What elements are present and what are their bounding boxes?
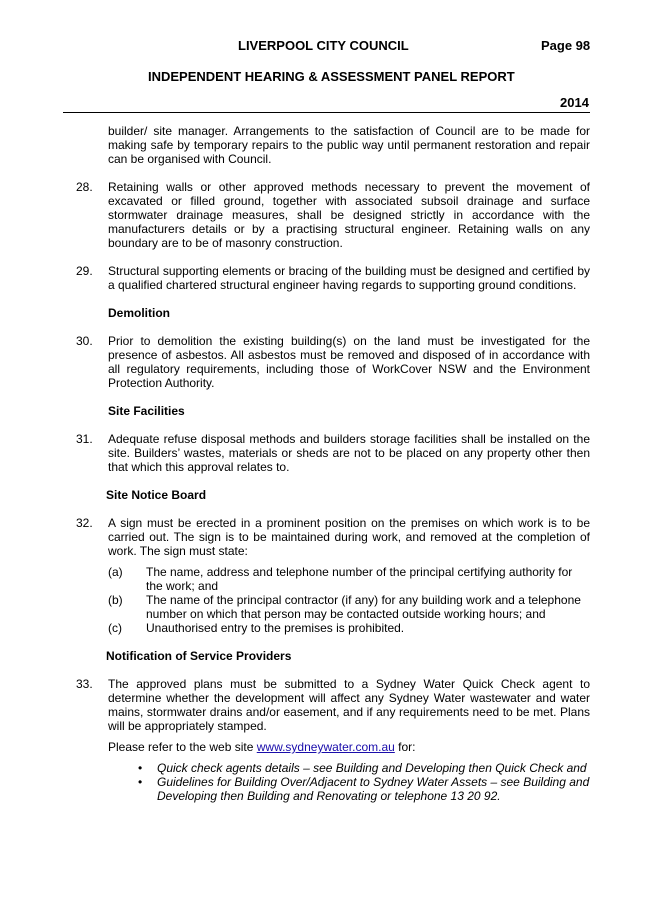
refer-paragraph [108,740,590,754]
report-year: 2014 [560,95,589,110]
condition-number: 32. [76,516,93,530]
continuation-paragraph: builder/ site manager. Arrangements to the satisfaction of Council are to be made for making safe by temporary repairs to the public way until permanent restoration and repair can be organised with Council. [108,124,590,166]
council-name: LIVERPOOL CITY COUNCIL [238,38,409,53]
sydney-water-link[interactable]: www.sydneywater.com.au [256,740,395,754]
sign-list-item [108,621,590,635]
condition-32 [0,516,652,558]
condition-33 [0,677,652,733]
refer-suffix: for: [394,740,416,754]
page-content [0,124,652,803]
condition-text: The approved plans must be submitted to a Sydney Water Quick Check agent to determine whether the development will affect any Sydney Water wastewater and water mains, stormwater drains and/or easement, and if any requirements need to be met. Plans will be appropriately stamped. [108,677,590,733]
condition-text: A sign must be erected in a prominent position on the premises on which work is to be carried out. The sign is to be maintained during work, and removed at the completion of work. The sign must state: [108,516,590,558]
bullet-text: Guidelines for Building Over/Adjacent to Sydney Water Assets – see Building and Developing then Building and Renovating or telephone 13 20 92. [157,775,590,803]
condition-28 [0,180,652,250]
list-letter: (c) [108,621,122,635]
header-divider [63,112,590,113]
list-letter: (a) [108,565,123,579]
section-heading-demolition: Demolition [108,306,170,320]
refer-prefix: Please refer to the web site [108,740,257,754]
bullet-text: Quick check agents details – see Building and Developing then Quick Check and [157,761,587,775]
condition-number: 31. [76,432,93,446]
condition-text: Adequate refuse disposal methods and builders storage facilities shall be installed on the site. Builders’ wastes, materials or sheds are not to be placed on any property other then that which this approval relates to. [108,432,590,474]
list-text: Unauthorised entry to the premises is prohibited. [146,621,405,635]
sign-list-item [108,593,590,621]
list-letter: (b) [108,593,123,607]
condition-number: 28. [76,180,93,194]
page-number: Page 98 [541,38,591,53]
condition-29 [0,264,652,292]
list-text: The name, address and telephone number of the principal certifying authority for the work; and [146,565,573,593]
section-heading-site-notice-board: Site Notice Board [106,488,207,502]
list-text: The name of the principal contractor (if any) for any building work and a telephone number on which that person may be contacted outside working hours; and [146,593,581,621]
bullet-icon: • [138,775,143,789]
bullet-item [108,761,590,775]
condition-text: Retaining walls or other approved methods necessary to prevent the movement of excavated or filled ground, together with associated subsoil drainage and surface stormwater drainage measures, shall be designed strictly in accordance with the manufacturers details or by a practising structural engineer. Retaining walls on any boundary are to be of masonry construction. [108,180,590,250]
bullet-item [108,775,590,803]
condition-number: 29. [76,264,93,278]
bullet-icon: • [138,761,143,775]
sign-list-item [108,565,590,593]
condition-number: 30. [76,334,93,348]
condition-31 [0,432,652,474]
condition-number: 33. [76,677,93,691]
condition-text: Prior to demolition the existing building(s) on the land must be investigated for the presence of asbestos. All asbestos must be removed and disposed of in accordance with all regulatory requirements, including those of WorkCover NSW and the Environment Protection Authority. [108,334,590,390]
report-title: INDEPENDENT HEARING & ASSESSMENT PANEL REPORT [148,69,515,84]
condition-text: Structural supporting elements or bracing of the building must be designed and certified by a qualified chartered structural engineer having regards to supporting ground conditions. [108,264,590,292]
section-heading-service-providers: Notification of Service Providers [106,649,292,663]
section-heading-site-facilities: Site Facilities [108,404,185,418]
condition-30 [0,334,652,390]
